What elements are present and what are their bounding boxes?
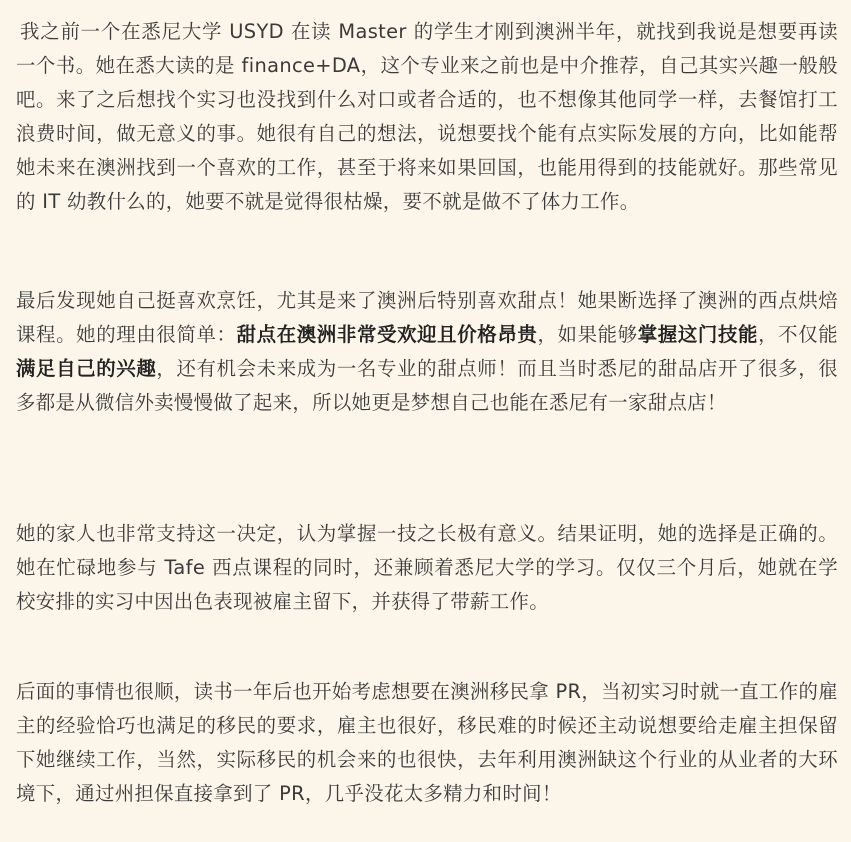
highlight-master-skill: 掌握这门技能 xyxy=(637,323,759,346)
paragraph-2-text-1: 最后发现她自己挺喜欢烹饪，尤其是来了澳洲后特别喜欢甜点！她果断选择了澳洲的西点烘焙课程。她的理由很简单： xyxy=(16,289,838,346)
paragraph-3 xyxy=(16,517,838,619)
paragraph-2-text-4: ，还有机会未来成为一名专业的甜点师！而且当时悉尼的甜品店开了很多，很多都是从微信外卖慢慢做了起来，所以她更是梦想自己也能在悉尼有一家甜点店！ xyxy=(16,357,839,414)
paragraph-1-text: 我之前一个在悉尼大学 USYD 在读 Master 的学生才刚到澳洲半年，就找到我说是想要再读一个书。她在悉大读的是 finance+DA，这个专业来之前也是中介推荐，自己其实兴趣一般般吧。来了之后想找个实习也没找到什么对口或者合适的，也不想像其他同学一样，去餐馆打工浪费时间，做无意义的事。她很有自己的想法，说想要找个能有点实际发展的方向，比如能帮她未来在澳洲找到一个喜欢的工作，甚至于将来如果回国，也能用得到的技能就好。那些常见的 IT 幼教什么的，她要不就是觉得很枯燥，要不就是做不了体力工作。 xyxy=(16,20,838,213)
highlight-satisfy-interest: 满足自己的兴趣 xyxy=(16,357,157,380)
paragraph-2-text-2: ，如果能够 xyxy=(537,323,638,346)
paragraph-2 xyxy=(16,284,838,420)
paragraph-1 xyxy=(16,15,838,219)
paragraph-2-text-3: ，不仅能 xyxy=(758,323,839,346)
paragraph-3-text: 她的家人也非常支持这一决定，认为掌握一技之长极有意义。结果证明，她的选择是正确的。她在忙碌地参与 Tafe 西点课程的同时，还兼顾着悉尼大学的学习。仅仅三个月后，她就在学校安排的实习中因出色表现被雇主留下，并获得了带薪工作。 xyxy=(16,522,838,613)
paragraph-4-text: 后面的事情也很顺，读书一年后也开始考虑想要在澳洲移民拿 PR，当初实习时就一直工作的雇主的经验恰巧也满足的移民的要求，雇主也很好，移民难的时候还主动说想要给走雇主担保留下她继续工作，当然，实际移民的机会来的也很快，去年利用澳洲缺这个行业的从业者的大环境下，通过州担保直接拿到了 PR，几乎没花太多精力和时间！ xyxy=(16,680,839,805)
paragraph-4 xyxy=(16,675,838,811)
highlight-dessert-popular: 甜点在澳洲非常受欢迎且价格昂贵 xyxy=(236,323,538,346)
